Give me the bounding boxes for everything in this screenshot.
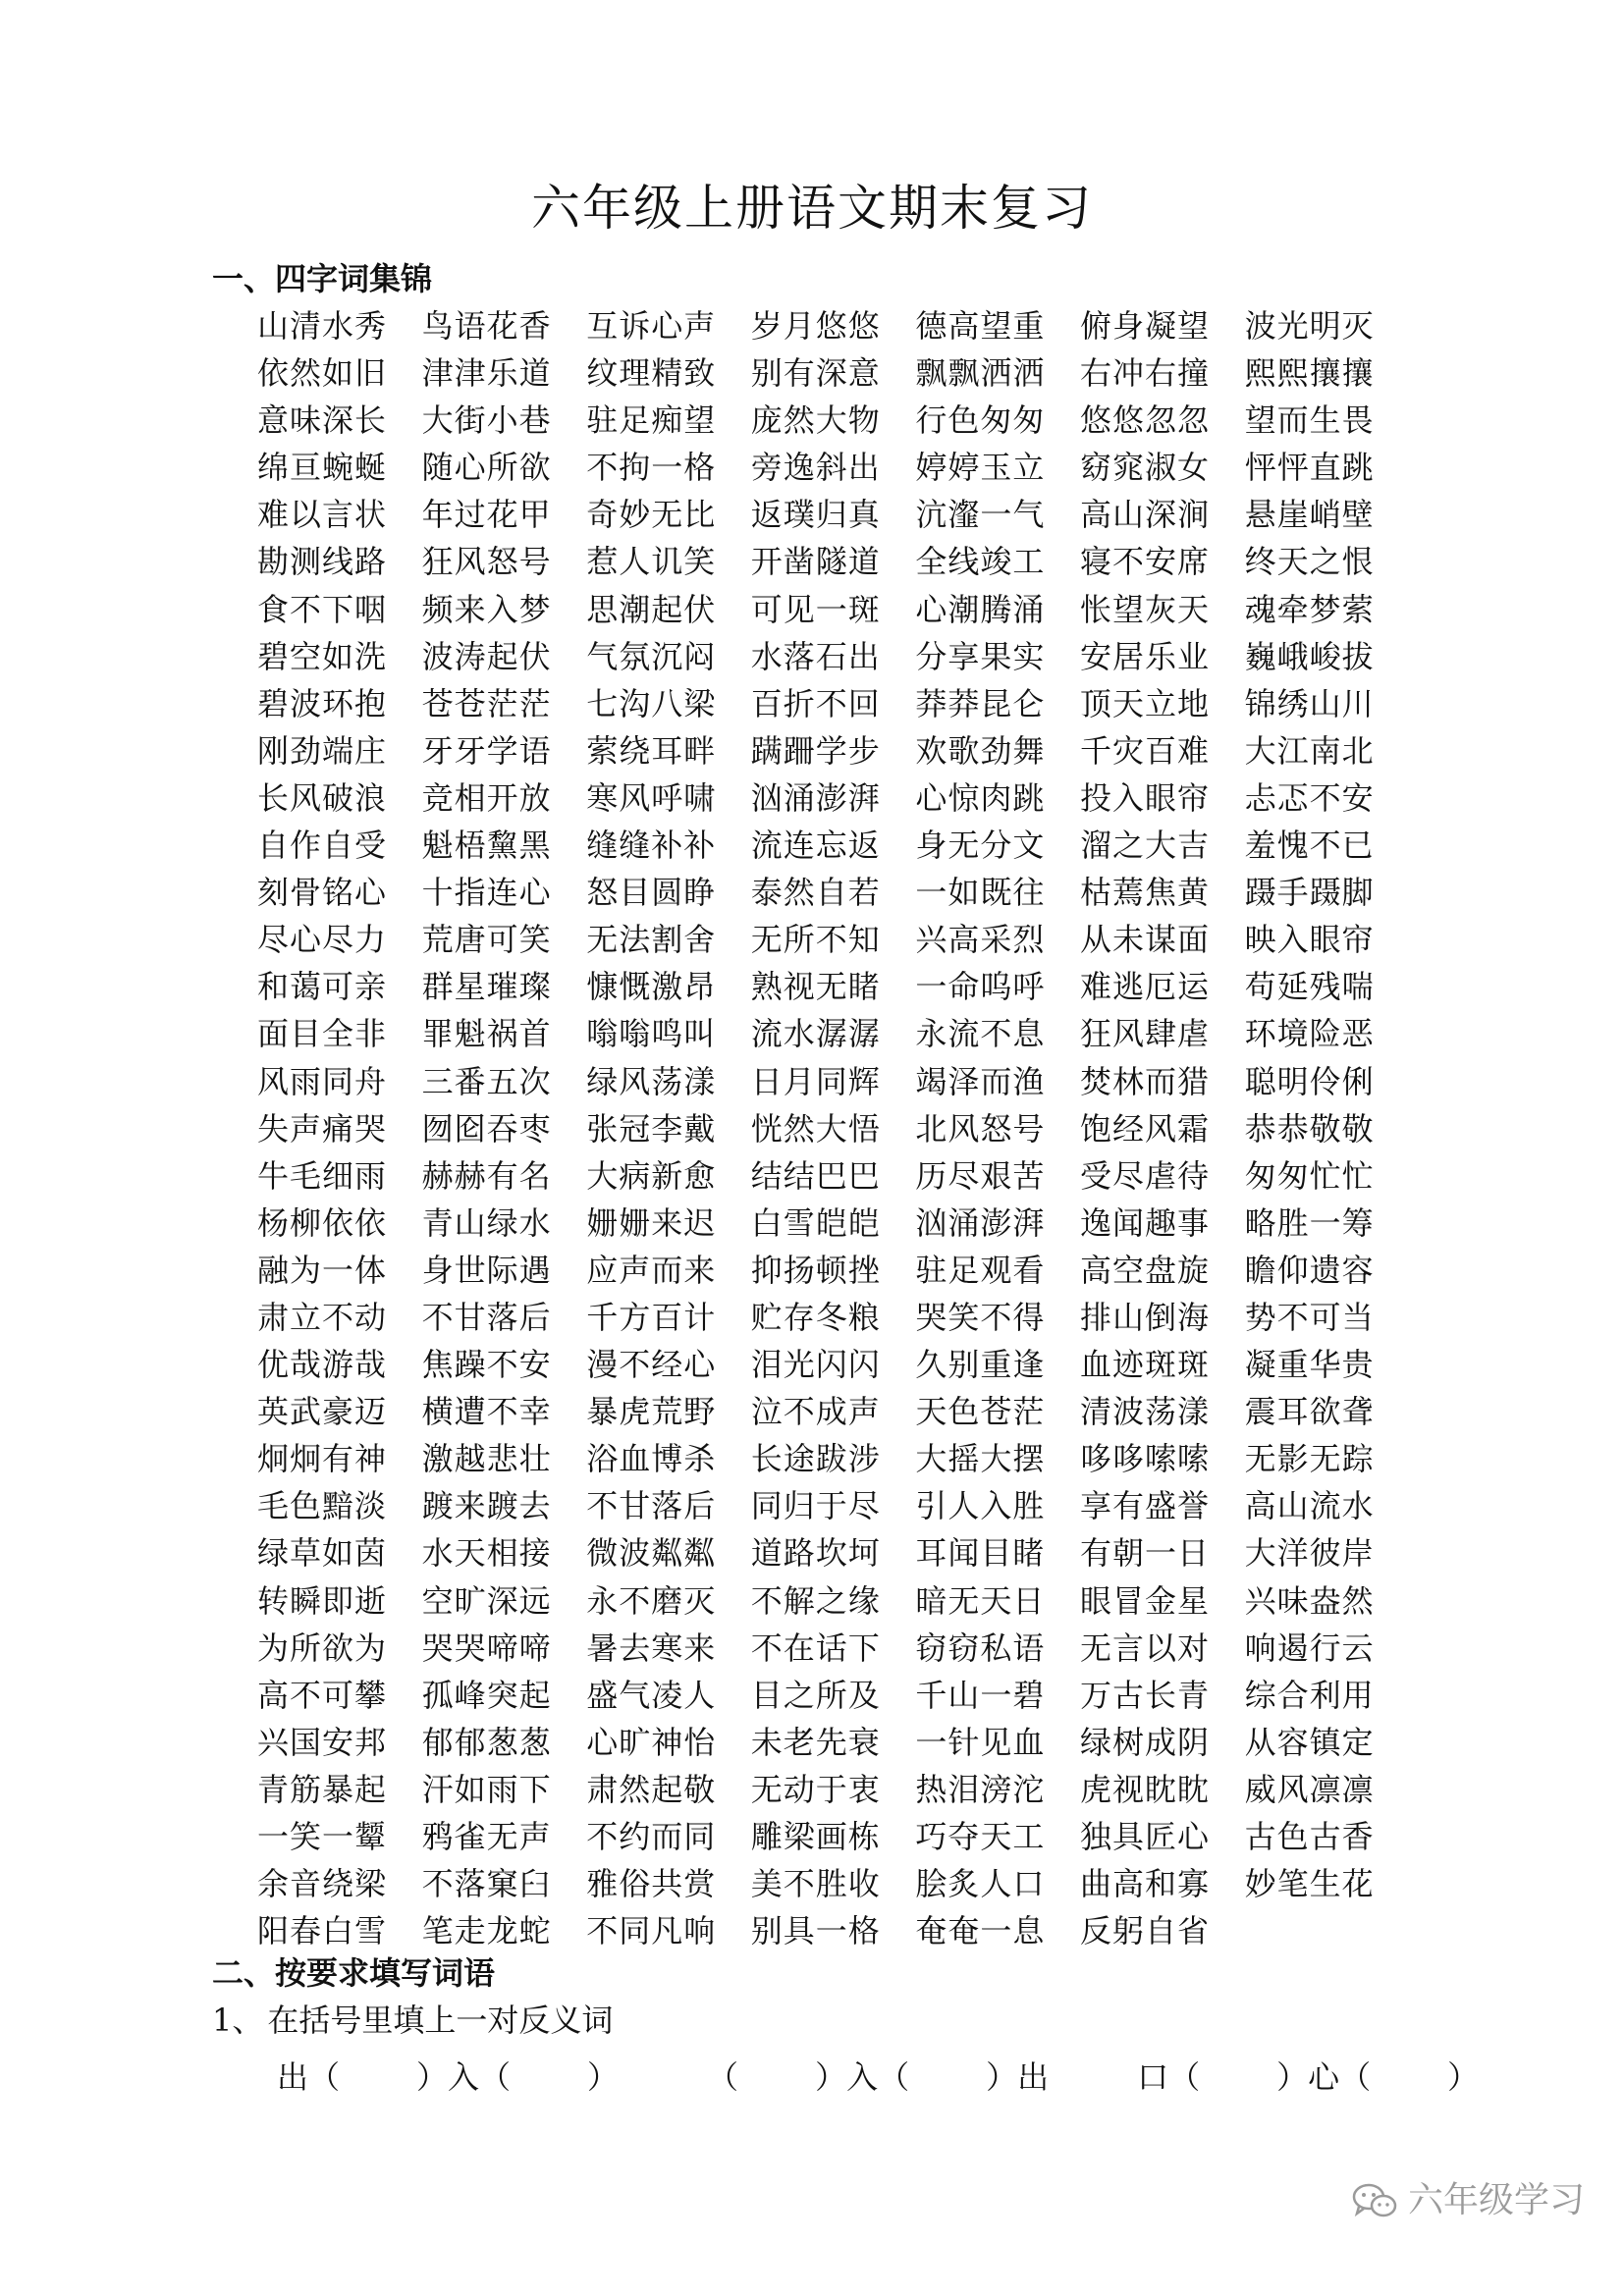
idiom-word: 狂风肆虐 — [1079, 1015, 1210, 1053]
idiom-word: 熙熙攘攘 — [1244, 354, 1375, 393]
idiom-word: 余音绕梁 — [257, 1865, 388, 1903]
idiom-word: 永不磨灭 — [586, 1581, 717, 1620]
idiom-word: 郁郁葱葱 — [421, 1723, 552, 1761]
idiom-word: 高不可攀 — [257, 1676, 388, 1714]
idiom-word: 道路坎坷 — [750, 1534, 881, 1573]
idiom-word: 意味深长 — [257, 401, 388, 440]
idiom-word: 全线竣工 — [915, 543, 1046, 581]
idiom-word: 熟视无睹 — [750, 968, 881, 1006]
idiom-word: 焚林而猎 — [1079, 1062, 1210, 1100]
idiom-word: 炯炯有神 — [257, 1440, 388, 1478]
idiom-word: 心潮腾涌 — [915, 590, 1046, 628]
idiom-word: 转瞬即逝 — [257, 1581, 388, 1620]
idiom-word: 旁逸斜出 — [750, 449, 881, 487]
idiom-word: 欢歌劲舞 — [915, 731, 1046, 770]
idiom-word: 水落石出 — [750, 637, 881, 675]
idiom-word: 应声而来 — [586, 1251, 717, 1289]
idiom-word: 漫不经心 — [586, 1346, 717, 1384]
idiom-word: 频来入梦 — [421, 590, 552, 628]
idiom-word: 别有深意 — [750, 354, 881, 393]
idiom-word: 别具一格 — [750, 1912, 881, 1950]
idiom-word: 思潮起伏 — [586, 590, 717, 628]
idiom-word: 沆瀣一气 — [915, 496, 1046, 534]
idiom-word: 威风凛凛 — [1244, 1770, 1375, 1808]
idiom-word: 综合利用 — [1244, 1676, 1375, 1714]
idiom-word: 望而生畏 — [1244, 401, 1375, 440]
idiom-word: 刻骨铭心 — [257, 874, 388, 912]
idiom-word: 刚劲端庄 — [257, 731, 388, 770]
idiom-word: 牙牙学语 — [421, 731, 552, 770]
idiom-word: 瞻仰遗容 — [1244, 1251, 1375, 1289]
idiom-word: 难以言状 — [257, 496, 388, 534]
idiom-word: 独具匠心 — [1079, 1818, 1210, 1855]
idiom-word: 微波粼粼 — [586, 1534, 717, 1573]
idiom-word: 泰然自若 — [750, 874, 881, 912]
page-title: 六年级上册语文期末复习 — [531, 180, 1093, 237]
idiom-word: 哭哭啼啼 — [421, 1629, 552, 1667]
idiom-word: 怦怦直跳 — [1244, 449, 1375, 487]
idiom-word: 英武豪迈 — [257, 1393, 388, 1431]
idiom-word: 反躬自省 — [1079, 1912, 1210, 1950]
idiom-word: 绿风荡漾 — [586, 1062, 717, 1100]
idiom-word: 眼冒金星 — [1079, 1581, 1210, 1620]
idiom-word: 为所欲为 — [257, 1629, 388, 1667]
idiom-word: 耳闻目睹 — [915, 1534, 1046, 1573]
idiom-word: 从容镇定 — [1244, 1723, 1375, 1761]
watermark-text: 六年级学习 — [1407, 2180, 1585, 2220]
idiom-word: 萦绕耳畔 — [586, 731, 717, 770]
idiom-word: 绵亘蜿蜒 — [257, 449, 388, 487]
idiom-word: 千方百计 — [586, 1298, 717, 1336]
idiom-word: 兴高采烈 — [915, 921, 1046, 959]
idiom-word: 暗无天日 — [915, 1581, 1046, 1620]
idiom-word: 婷婷玉立 — [915, 449, 1046, 487]
idiom-word: 苍苍茫茫 — [421, 684, 552, 722]
idiom-word: 不同凡响 — [586, 1912, 717, 1950]
idiom-word: 巍峨峻拔 — [1244, 637, 1375, 675]
idiom-word: 难逃厄运 — [1079, 968, 1210, 1006]
idiom-word: 投入眼帘 — [1079, 778, 1210, 817]
idiom-word: 山清水秀 — [257, 307, 388, 345]
idiom-word: 一命呜呼 — [915, 968, 1046, 1006]
idiom-word: 汹涌澎湃 — [750, 778, 881, 817]
idiom-word: 慷慨激昂 — [586, 968, 717, 1006]
idiom-word: 空旷深远 — [421, 1581, 552, 1620]
idiom-word: 孤峰突起 — [421, 1676, 552, 1714]
idiom-word: 热泪滂沱 — [915, 1770, 1046, 1808]
idiom-word: 终天之恨 — [1244, 543, 1375, 581]
idiom-word: 竞相开放 — [421, 778, 552, 817]
idiom-word: 杨柳依依 — [257, 1203, 388, 1242]
idiom-word: 古色古香 — [1244, 1818, 1375, 1855]
idiom-word: 张冠李戴 — [586, 1109, 717, 1148]
idiom-word: 不甘落后 — [421, 1298, 552, 1336]
idiom-word: 波光明灭 — [1244, 307, 1375, 345]
idiom-word: 身无分文 — [915, 827, 1046, 865]
idiom-word: 蹑手蹑脚 — [1244, 874, 1375, 912]
idiom-word: 同归于尽 — [750, 1487, 881, 1525]
idiom-word: 可见一斑 — [750, 590, 881, 628]
idiom-word: 窈窕淑女 — [1079, 449, 1210, 487]
idiom-word: 浴血博杀 — [586, 1440, 717, 1478]
idiom-word: 逸闻趣事 — [1079, 1203, 1210, 1242]
idiom-word: 十指连心 — [421, 874, 552, 912]
idiom-word: 结结巴巴 — [750, 1156, 881, 1195]
idiom-word: 缝缝补补 — [586, 827, 717, 865]
idiom-word: 肃立不动 — [257, 1298, 388, 1336]
idiom-word: 失声痛哭 — [257, 1109, 388, 1148]
idiom-word: 长风破浪 — [257, 778, 388, 817]
idiom-word: 泣不成声 — [750, 1393, 881, 1431]
idiom-word: 水天相接 — [421, 1534, 552, 1573]
idiom-word: 纹理精致 — [586, 354, 717, 393]
idiom-word: 环境险恶 — [1244, 1015, 1375, 1053]
idiom-word: 莽莽昆仑 — [915, 684, 1046, 722]
idiom-word: 恍然大悟 — [750, 1109, 881, 1148]
idiom-word: 怒目圆睁 — [586, 874, 717, 912]
idiom-word: 窃窃私语 — [915, 1629, 1046, 1667]
idiom-word: 庞然大物 — [750, 401, 881, 440]
idiom-word: 德高望重 — [915, 307, 1046, 345]
idiom-word: 永流不息 — [915, 1015, 1046, 1053]
idiom-word: 青筋暴起 — [257, 1770, 388, 1808]
idiom-word: 震耳欲聋 — [1244, 1393, 1375, 1431]
idiom-word: 嗡嗡鸣叫 — [586, 1015, 717, 1053]
idiom-word: 一笑一颦 — [257, 1818, 388, 1855]
idiom-word: 大洋彼岸 — [1244, 1534, 1375, 1573]
idiom-word: 尽心尽力 — [257, 921, 388, 959]
idiom-word: 排山倒海 — [1079, 1298, 1210, 1336]
question-1 — [212, 1999, 613, 2042]
idiom-word: 忐忑不安 — [1244, 778, 1375, 817]
idiom-word: 势不可当 — [1244, 1298, 1375, 1336]
idiom-word: 互诉心声 — [586, 307, 717, 345]
idiom-word: 行色匆匆 — [915, 401, 1046, 440]
idiom-word: 暑去寒来 — [586, 1629, 717, 1667]
idiom-word: 大病新愈 — [586, 1156, 717, 1195]
idiom-word: 北风怒号 — [915, 1109, 1046, 1148]
idiom-word: 大江南北 — [1244, 731, 1375, 770]
idiom-word: 年过花甲 — [421, 496, 552, 534]
idiom-word: 分享果实 — [915, 637, 1046, 675]
idiom-word: 融为一体 — [257, 1251, 388, 1289]
section-heading-fill-words: 二、按要求填写词语 — [212, 1954, 496, 1992]
wechat-icon — [1351, 2181, 1398, 2220]
idiom-word: 无言以对 — [1079, 1629, 1210, 1667]
idiom-word: 凝重华贵 — [1244, 1346, 1375, 1384]
idiom-word: 高空盘旋 — [1079, 1251, 1210, 1289]
idiom-word: 不落窠臼 — [421, 1865, 552, 1903]
idiom-word: 日月同辉 — [750, 1062, 881, 1100]
idiom-word: 兴味盎然 — [1244, 1581, 1375, 1620]
idiom-word: 无影无踪 — [1244, 1440, 1375, 1478]
idiom-word: 竭泽而渔 — [915, 1062, 1046, 1100]
idiom-word: 巧夺天工 — [915, 1818, 1046, 1855]
idiom-word: 大街小巷 — [421, 401, 552, 440]
idiom-word: 雕梁画栋 — [750, 1818, 881, 1855]
idiom-word: 饱经风霜 — [1079, 1109, 1210, 1148]
idiom-word: 开凿隧道 — [750, 543, 881, 581]
idiom-word: 和蔼可亲 — [257, 968, 388, 1006]
idiom-word: 天色苍茫 — [915, 1393, 1046, 1431]
idiom-word: 享有盛誉 — [1079, 1487, 1210, 1525]
idiom-word: 怅望灰天 — [1079, 590, 1210, 628]
idiom-word: 苟延残喘 — [1244, 968, 1375, 1006]
idiom-word: 无所不知 — [750, 921, 881, 959]
idiom-word: 汗如雨下 — [421, 1770, 552, 1808]
idiom-word: 锦绣山川 — [1244, 684, 1375, 722]
idiom-word: 不拘一格 — [586, 449, 717, 487]
idiom-word: 响遏行云 — [1244, 1629, 1375, 1667]
idiom-word: 略胜一筹 — [1244, 1203, 1375, 1242]
idiom-word: 荒唐可笑 — [421, 921, 552, 959]
idiom-word: 高山深涧 — [1079, 496, 1210, 534]
idiom-word: 久别重逢 — [915, 1346, 1046, 1384]
idiom-word: 寒风呼啸 — [586, 778, 717, 817]
idiom-word: 鸦雀无声 — [421, 1818, 552, 1855]
idiom-word: 映入眼帘 — [1244, 921, 1375, 959]
idiom-word: 抑扬顿挫 — [750, 1251, 881, 1289]
idiom-word: 寝不安席 — [1079, 543, 1210, 581]
idiom-word: 群星璀璨 — [421, 968, 552, 1006]
idiom-word: 青山绿水 — [421, 1203, 552, 1242]
idiom-word: 清波荡漾 — [1079, 1393, 1210, 1431]
idiom-word: 羞愧不已 — [1244, 827, 1375, 865]
idiom-word: 绿草如茵 — [257, 1534, 388, 1573]
idiom-word: 不解之缘 — [750, 1581, 881, 1620]
idiom-word: 兴国安邦 — [257, 1723, 388, 1761]
idiom-word: 美不胜收 — [750, 1865, 881, 1903]
idiom-word: 魁梧黧黑 — [421, 827, 552, 865]
idiom-word: 万古长青 — [1079, 1676, 1210, 1714]
idiom-word: 千灾百难 — [1079, 731, 1210, 770]
idiom-word: 聪明伶俐 — [1244, 1062, 1375, 1100]
idiom-word: 激越悲壮 — [421, 1440, 552, 1478]
idiom-word: 安居乐业 — [1079, 637, 1210, 675]
idiom-word: 一针见血 — [915, 1723, 1046, 1761]
idiom-word: 赫赫有名 — [421, 1156, 552, 1195]
idiom-word: 恭恭敬敬 — [1244, 1109, 1375, 1148]
idiom-word: 有朝一日 — [1079, 1534, 1210, 1573]
idiom-word: 妙笔生花 — [1244, 1865, 1375, 1903]
idiom-word: 碧波环抱 — [257, 684, 388, 722]
blank-item: 口（ ）心（ ） — [1137, 2058, 1480, 2096]
idiom-word: 七沟八梁 — [586, 684, 717, 722]
idiom-word: 目之所及 — [750, 1676, 881, 1714]
idiom-word: 悬崖峭壁 — [1244, 496, 1375, 534]
idiom-word: 波涛起伏 — [421, 637, 552, 675]
idiom-word: 虎视眈眈 — [1079, 1770, 1210, 1808]
idiom-word: 未老先衰 — [750, 1723, 881, 1761]
section-heading-idioms: 一、四字词集锦 — [212, 260, 433, 297]
idiom-word: 驻足痴望 — [586, 401, 717, 440]
idiom-word: 三番五次 — [421, 1062, 552, 1100]
idiom-word: 囫囵吞枣 — [421, 1109, 552, 1148]
question-text: 在括号里填上一对反义词 — [267, 2002, 614, 2039]
idiom-word: 不在话下 — [750, 1629, 881, 1667]
idiom-word: 随心所欲 — [421, 449, 552, 487]
idiom-word: 百折不回 — [750, 684, 881, 722]
idiom-word: 焦躁不安 — [421, 1346, 552, 1384]
idiom-word: 勘测线路 — [257, 543, 388, 581]
idiom-word: 依然如旧 — [257, 354, 388, 393]
idiom-word: 面目全非 — [257, 1015, 388, 1053]
idiom-word: 津津乐道 — [421, 354, 552, 393]
idiom-word: 一如既往 — [915, 874, 1046, 912]
idiom-word: 无法割舍 — [586, 921, 717, 959]
idiom-word: 大摇大摆 — [915, 1440, 1046, 1478]
idiom-word: 雅俗共赏 — [586, 1865, 717, 1903]
idiom-word: 碧空如洗 — [257, 637, 388, 675]
idiom-word: 肃然起敬 — [586, 1770, 717, 1808]
idiom-word: 飘飘洒洒 — [915, 354, 1046, 393]
blank-item: 出（ ）入（ ） — [277, 2058, 620, 2096]
idiom-word: 鸟语花香 — [421, 307, 552, 345]
idiom-word: 奄奄一息 — [915, 1912, 1046, 1950]
idiom-word: 优哉游哉 — [257, 1346, 388, 1384]
idiom-word: 引人入胜 — [915, 1487, 1046, 1525]
idiom-word: 蹒跚学步 — [750, 731, 881, 770]
antonym-fill-line — [277, 2056, 1522, 2099]
idiom-word: 踱来踱去 — [421, 1487, 552, 1525]
idiom-word: 历尽艰苦 — [915, 1156, 1046, 1195]
idiom-word: 心旷神怡 — [586, 1723, 717, 1761]
idiom-word: 无动于衷 — [750, 1770, 881, 1808]
idiom-word: 身世际遇 — [421, 1251, 552, 1289]
idiom-word: 食不下咽 — [257, 590, 388, 628]
idiom-word: 不甘落后 — [586, 1487, 717, 1525]
idiom-word: 长途跋涉 — [750, 1440, 881, 1478]
idiom-word: 风雨同舟 — [257, 1062, 388, 1100]
idiom-word: 脍炙人口 — [915, 1865, 1046, 1903]
idiom-word: 高山流水 — [1244, 1487, 1375, 1525]
idiom-word: 右冲右撞 — [1079, 354, 1210, 393]
idiom-word: 受尽虐待 — [1079, 1156, 1210, 1195]
idiom-word: 毛色黯淡 — [257, 1487, 388, 1525]
idiom-word: 流水潺潺 — [750, 1015, 881, 1053]
idiom-word: 牛毛细雨 — [257, 1156, 388, 1195]
idiom-word: 返璞归真 — [750, 496, 881, 534]
idiom-word: 千山一碧 — [915, 1676, 1046, 1714]
watermark — [1351, 2179, 1585, 2222]
idiom-word: 从未谋面 — [1079, 921, 1210, 959]
idiom-word: 横遭不幸 — [421, 1393, 552, 1431]
idiom-word: 狂风怒号 — [421, 543, 552, 581]
idiom-word: 自作自受 — [257, 827, 388, 865]
idiom-word: 驻足观看 — [915, 1251, 1046, 1289]
idiom-word: 奇妙无比 — [586, 496, 717, 534]
idiom-word: 盛气凌人 — [586, 1676, 717, 1714]
idiom-word: 顶天立地 — [1079, 684, 1210, 722]
idiom-word: 悠悠忽忽 — [1079, 401, 1210, 440]
idiom-word: 罪魁祸首 — [421, 1015, 552, 1053]
idiom-word: 白雪皑皑 — [750, 1203, 881, 1242]
idiom-word: 哆哆嗦嗦 — [1079, 1440, 1210, 1478]
idiom-word: 血迹斑斑 — [1079, 1346, 1210, 1384]
idiom-word: 俯身凝望 — [1079, 307, 1210, 345]
idiom-grid — [257, 302, 1396, 1954]
idiom-word: 枯蔫焦黄 — [1079, 874, 1210, 912]
idiom-word: 绿树成阴 — [1079, 1723, 1210, 1761]
question-number: 1、 — [212, 2002, 264, 2039]
idiom-word: 暴虎荒野 — [586, 1393, 717, 1431]
idiom-word: 溜之大吉 — [1079, 827, 1210, 865]
idiom-word: 泪光闪闪 — [750, 1346, 881, 1384]
idiom-word: 惹人讥笑 — [586, 543, 717, 581]
idiom-word: 姗姗来迟 — [586, 1203, 717, 1242]
idiom-word: 阳春白雪 — [257, 1912, 388, 1950]
idiom-word: 气氛沉闷 — [586, 637, 717, 675]
idiom-word: 曲高和寡 — [1079, 1865, 1210, 1903]
idiom-word: 岁月悠悠 — [750, 307, 881, 345]
idiom-word: 贮存冬粮 — [750, 1298, 881, 1336]
idiom-word: 汹涌澎湃 — [915, 1203, 1046, 1242]
idiom-word: 匆匆忙忙 — [1244, 1156, 1375, 1195]
idiom-word: 流连忘返 — [750, 827, 881, 865]
idiom-word: 心惊肉跳 — [915, 778, 1046, 817]
idiom-word: 魂牵梦萦 — [1244, 590, 1375, 628]
idiom-word: 笔走龙蛇 — [421, 1912, 552, 1950]
idiom-word: 哭笑不得 — [915, 1298, 1046, 1336]
idiom-word: 不约而同 — [586, 1818, 717, 1855]
blank-item: （ ）入（ ）出 — [707, 2058, 1050, 2096]
